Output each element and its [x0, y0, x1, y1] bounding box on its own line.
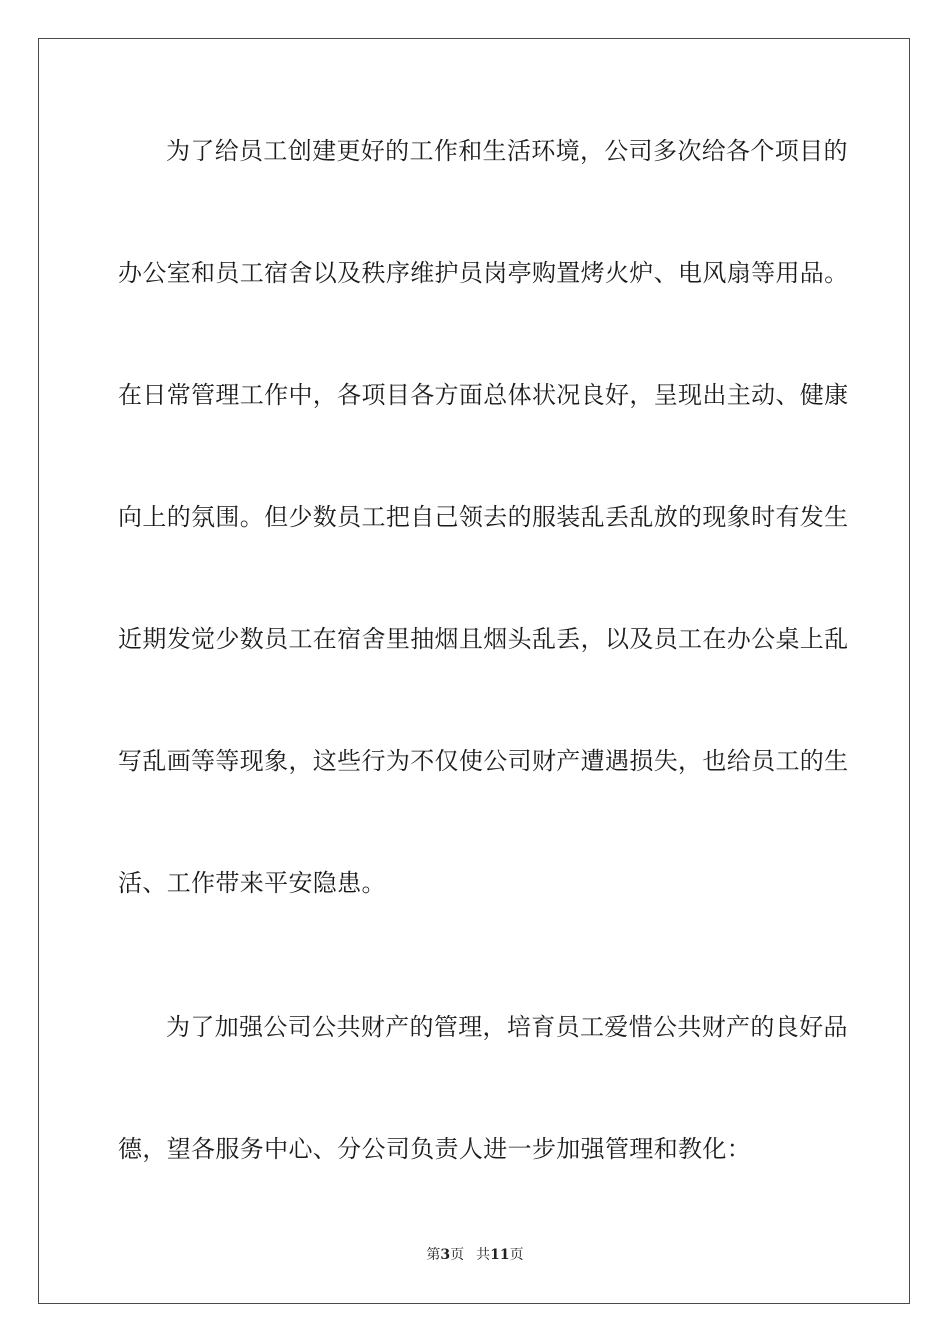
page-total: 11	[490, 1247, 510, 1263]
paragraph-1-line-2: 办公室和员工宿舍以及秩序维护员岗亭购置烤火炉、电风扇等用品。	[118, 259, 849, 287]
total-prefix: 共	[476, 1247, 491, 1263]
page-border	[38, 38, 910, 1304]
paragraph-1-line-6: 写乱画等等现象，这些行为不仅使公司财产遭遇损失，也给员工的生	[118, 747, 849, 775]
paragraph-1-line-5: 近期发觉少数员工在宿舍里抽烟且烟头乱丢，以及员工在办公桌上乱	[118, 625, 849, 653]
paragraph-1-line-7: 活、工作带来平安隐患。	[118, 869, 386, 897]
paragraph-2-line-2: 德，望各服务中心、分公司负责人进一步加强管理和教化：	[118, 1135, 752, 1163]
page-prefix: 第	[426, 1247, 441, 1263]
paragraph-1-line-1: 为了给员工创建更好的工作和生活环境，公司多次给各个项目的	[166, 137, 848, 165]
total-suffix: 页	[509, 1247, 524, 1263]
paragraph-1-line-4: 向上的氛围。但少数员工把自己领去的服装乱丢乱放的现象时有发生	[118, 503, 849, 531]
page-current: 3	[440, 1247, 451, 1263]
paragraph-2-line-1: 为了加强公司公共财产的管理，培育员工爱惜公共财产的良好品	[166, 1013, 848, 1041]
paragraph-1-line-3: 在日常管理工作中，各项目各方面总体状况良好，呈现出主动、健康	[118, 381, 849, 409]
page-footer	[0, 1246, 950, 1264]
page-suffix: 页	[450, 1247, 465, 1263]
